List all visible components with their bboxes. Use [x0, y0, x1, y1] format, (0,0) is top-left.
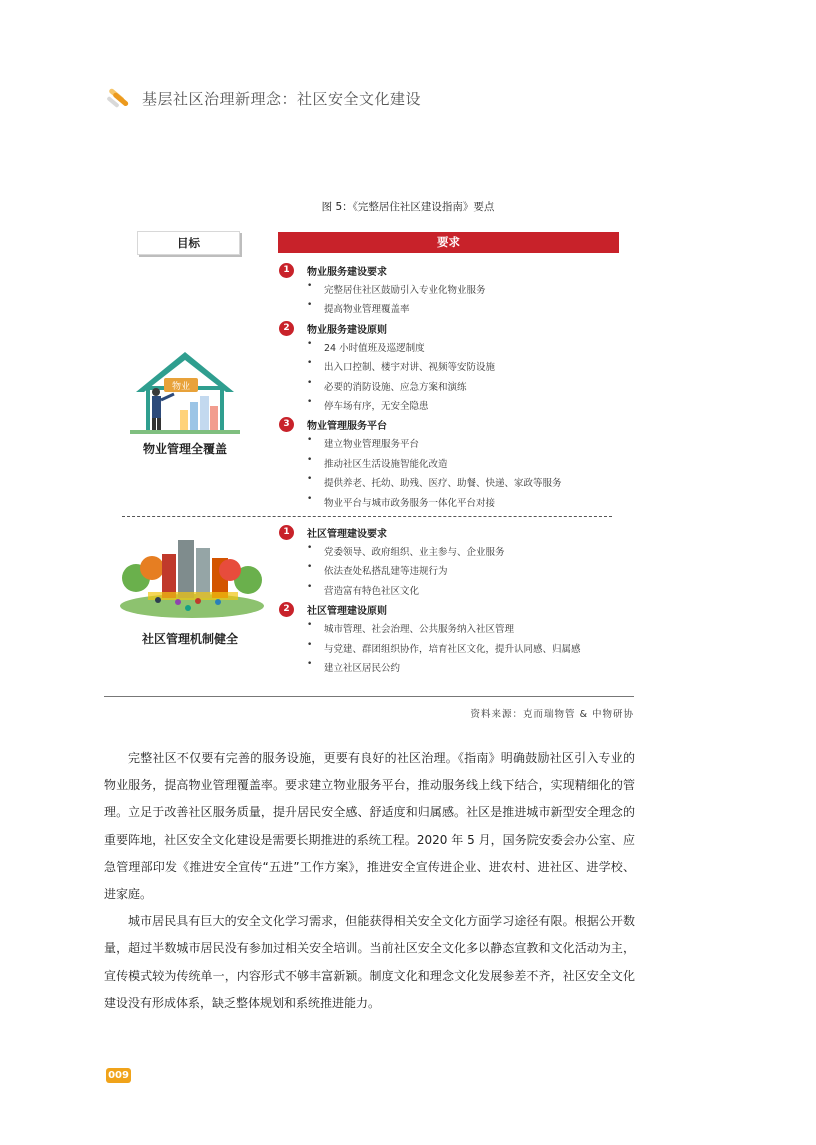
- bullet-icon: •: [307, 281, 313, 291]
- list-item: • 建立社区居民公约: [307, 658, 401, 674]
- number-badge: 2: [279, 602, 294, 617]
- property-house-illustration: [130, 348, 240, 434]
- list-item: • 营造富有特色社区文化: [307, 581, 420, 597]
- requirements-property: [278, 262, 628, 513]
- page-number: 009: [106, 1068, 131, 1083]
- goal-label-community: 社区管理机制健全: [141, 632, 238, 646]
- bullet-icon: •: [307, 620, 313, 631]
- requirements-community: [278, 524, 628, 678]
- requirement-group: [278, 320, 628, 339]
- figure-caption: 图 5：《完整居住社区建设指南》要点: [321, 201, 495, 213]
- bullet-icon: •: [307, 435, 313, 446]
- requirement-group: [278, 262, 628, 281]
- number-badge: 3: [279, 417, 294, 432]
- number-badge: 1: [279, 263, 294, 278]
- requirement-group: [278, 524, 628, 543]
- section-divider: [122, 516, 612, 517]
- bullet-icon: •: [307, 562, 313, 573]
- bullet-icon: •: [307, 493, 313, 504]
- bullet-icon: •: [307, 338, 313, 349]
- group-title: 社区管理建设要求: [307, 529, 387, 540]
- paragraph: 完整社区不仅要有完善的服务设施，更要有良好的社区治理。《指南》明确鼓励社区引入专业的物业服务，提高物业管理覆盖率。要求建立物业服务平台，推动服务线上线下结合，实现精细化的管理。立足于改善社区服务质量，提升居民安全感、舒适度和归属感。社区是推进城市新型安全理念的重要阵地，社区安全文化建设是需要长期推进的系统工程。2020 年 5 月，国务院安委会办公室、应急管理部印发《推进安全宣传“五进”工作方案》，推进安全宣传进企业、进农村、进社区、进学校、进家庭。: [104, 751, 635, 902]
- svg-text:物业: 物业: [171, 382, 191, 392]
- list-item: • 党委领导、政府组织、业主参与、企业服务: [307, 543, 505, 558]
- requirement-group: [278, 416, 628, 435]
- list-item: • 推动社区生活设施智能化改造: [307, 454, 448, 470]
- stripes-logo-icon: [104, 84, 134, 112]
- bullet-icon: •: [307, 454, 313, 465]
- body-text: [104, 745, 635, 1017]
- bullet-icon: •: [307, 543, 313, 553]
- bullet-icon: •: [307, 396, 313, 407]
- list-item: • 建立物业管理服务平台: [307, 435, 420, 451]
- number-badge: 1: [279, 525, 294, 540]
- group-title: 物业管理服务平台: [307, 421, 387, 433]
- page-header: [104, 84, 421, 112]
- list-item: • 提高物业管理覆盖率: [307, 300, 410, 316]
- bullet-icon: •: [307, 639, 313, 650]
- number-badge: 2: [279, 321, 294, 336]
- figure-bottom-rule: [104, 696, 634, 697]
- list-item: • 24 小时值班及巡逻制度: [307, 338, 425, 354]
- bullet-icon: •: [307, 474, 313, 485]
- list-item: • 与党建、群团组织协作，培育社区文化，提升认同感、归属感: [307, 639, 581, 655]
- list-item: • 提供养老、托幼、助残、医疗、助餐、快递、家政等服务: [307, 474, 562, 490]
- header-title: 基层社区治理新理念：社区安全文化建设: [142, 89, 422, 108]
- group-title: 物业服务建设原则: [307, 324, 387, 336]
- requirement-group: [278, 601, 628, 620]
- list-item: • 依法查处私搭乱建等违规行为: [307, 562, 448, 578]
- list-item: • 城市管理、社会治理、公共服务纳入社区管理: [307, 620, 515, 636]
- paragraph: 城市居民具有巨大的安全文化学习需求，但能获得相关安全文化方面学习途径有限。根据公开数量，超过半数城市居民没有参加过相关安全培训。当前社区安全文化多以静态宣教和文化活动为主，宣传模式较为传统单一，内容形式不够丰富新颖。制度文化和理念文化发展参差不齐，社区安全文化建设没有形成体系，缺乏整体规划和系统推进能力。: [104, 914, 635, 1010]
- bullet-icon: •: [307, 581, 313, 592]
- list-item: • 停车场有序，无安全隐患: [307, 396, 429, 412]
- list-item: • 必要的消防设施、应急方案和演练: [307, 377, 467, 393]
- bullet-icon: •: [307, 358, 313, 369]
- group-title: 社区管理建设原则: [307, 606, 387, 618]
- group-title: 物业服务建设要求: [307, 267, 387, 278]
- list-item: • 物业平台与城市政务服务一体化平台对接: [307, 493, 496, 509]
- list-item: • 完整居住社区鼓励引入专业化物业服务: [307, 281, 486, 296]
- goal-column-header: 目标: [137, 231, 240, 255]
- list-item: • 出入口控制、楼宇对讲、视频等安防设施: [307, 358, 496, 374]
- bullet-icon: •: [307, 300, 313, 311]
- requirement-column-header: 要求: [278, 232, 619, 253]
- figure-source: 资料来源：克而瑞物管 & 中物研协: [470, 709, 634, 720]
- bullet-icon: •: [307, 658, 313, 669]
- goal-label-property: 物业管理全覆盖: [142, 442, 227, 456]
- community-illustration: [118, 534, 266, 618]
- bullet-icon: •: [307, 377, 313, 388]
